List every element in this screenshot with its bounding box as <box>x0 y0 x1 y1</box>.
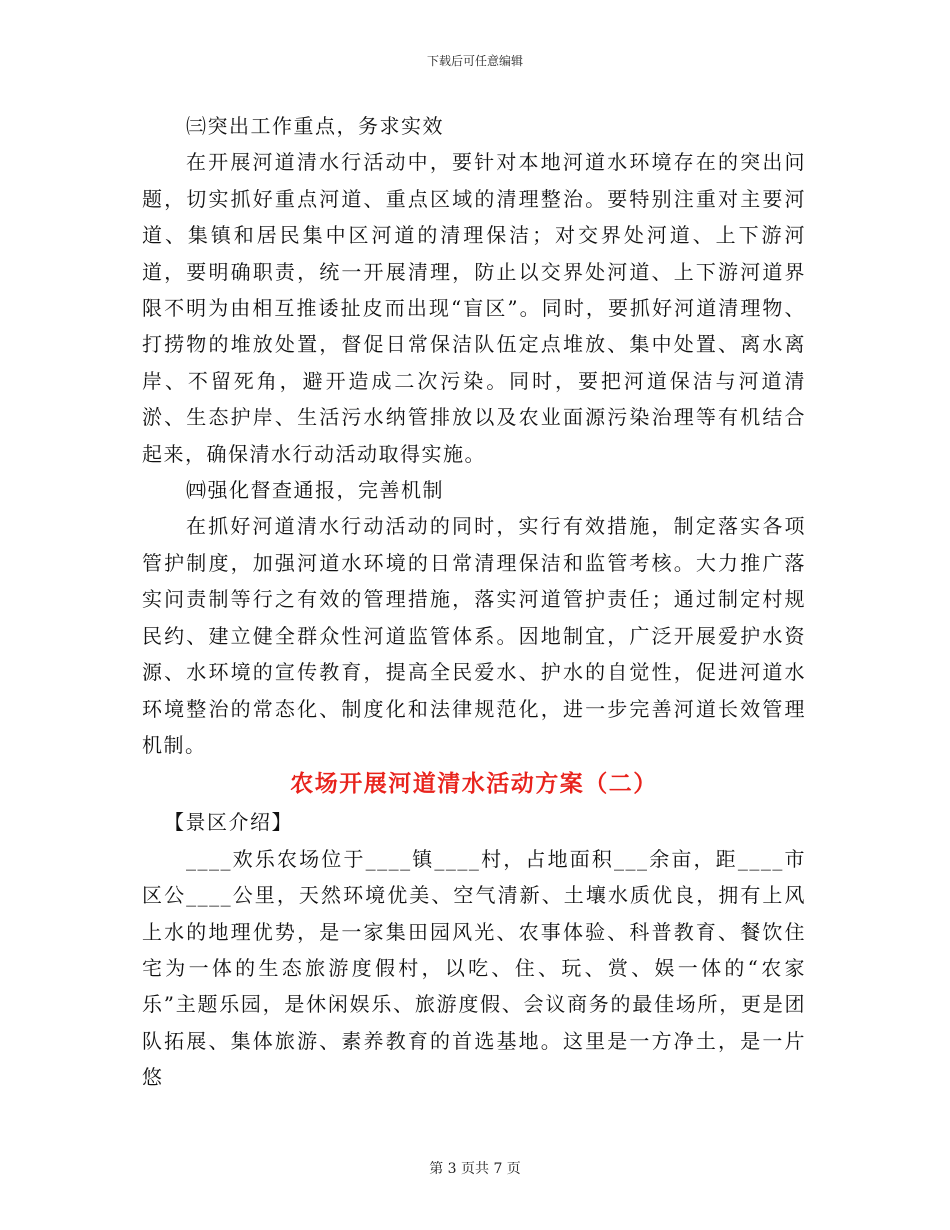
page-footer: 第 3 页共 7 页 <box>429 1161 521 1177</box>
section-paragraph-4: 在抓好河道清水行动活动的同时，实行有效措施，制定落实各项管护制度，加强河道水环境的日常清理保洁和监管考核。大力推广落实问责制等行之有效的管理措施，落实河道管护责任；通过制定村规民约、建立健全群众性河道监管体系。因地制宜，广泛开展爱护水资源、水环境的宣传教育，提高全民爱水、护水的自觉性，促进河道水环境整治的常态化、制度化和法律规范化，进一步完善河道长效管理机制。 <box>142 514 806 757</box>
section-heading-3: ㈢突出工作重点，务求实效 <box>186 114 444 138</box>
section-paragraph-3: 在开展河道清水行活动中，要针对本地河道水环境存在的突出问题，切实抓好重点河道、重点区域的清理整治。要特别注重对主要河道、集镇和居民集中区河道的清理保洁；对交界处河道、上下游河道，要明确职责，统一开展清理，防止以交界处河道、上下游河道界限不明为由相互推诿扯皮而出现“盲区”。同时，要抓好河道清理物、打捞物的堆放处置，督促日常保洁队伍定点堆放、集中处置、离水离岸、不留死角，避开造成二次污染。同时，要把河道保洁与河道清淤、生态护岸、生活污水纳管排放以及农业面源污染治理等有机结合起来，确保清水行动活动取得实施。 <box>142 150 806 466</box>
document-title: 农场开展河道清水活动方案（二） <box>290 770 658 798</box>
intro-heading: 【景区介绍】 <box>164 810 293 835</box>
document-body <box>142 108 806 1096</box>
page-header: 下载后可任意编辑 <box>426 54 523 68</box>
intro-paragraph: ____欢乐农场位于____镇____村，占地面积___余亩，距____市区公____公里，天然环境优美、空气清新、土壤水质优良，拥有上风上水的地理优势，是一家集田园风光、农事体验、科普教育、餐饮住宅为一体的生态旅游度假村，以吃、住、玩、赏、娱一体的“农家乐”主题乐园，是休闲娱乐、旅游度假、会议商务的最佳场所，更是团队拓展、集体旅游、素养教育的首选基地。这里是一方净土，是一片悠 <box>142 846 806 1090</box>
section-heading-4: ㈣强化督查通报，完善机制 <box>186 478 444 503</box>
